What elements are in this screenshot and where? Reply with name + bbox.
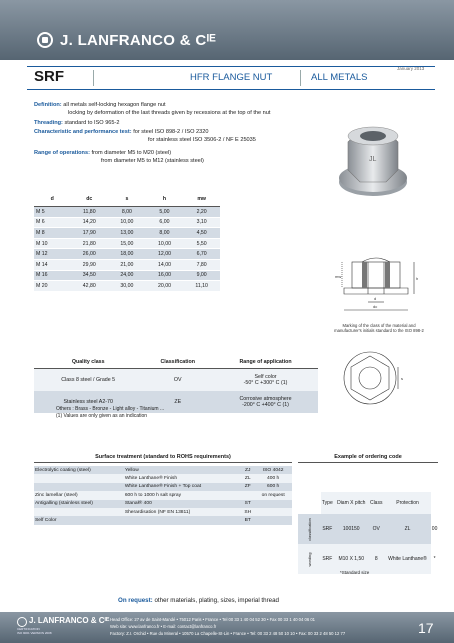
table-row	[34, 249, 220, 260]
cell: 00	[431, 514, 438, 544]
table-row	[34, 500, 292, 508]
cell	[213, 391, 318, 413]
range-label: Range of operations:	[34, 150, 90, 156]
side-text: classification	[306, 517, 312, 541]
ordering-note: *Standard size	[340, 570, 370, 575]
footer-website: Web site: www.lanfranco.fr • E-mail: contact@lanfranco.fr	[110, 624, 217, 629]
cell: 34,50	[71, 270, 109, 281]
svg-text:JL: JL	[369, 156, 377, 163]
definition-line-2: locking by deformation of the last threads given by recessions at the top of the nut	[68, 110, 271, 116]
cell	[241, 491, 254, 499]
quality-note-others: Others : Brass - Bronze - Light alloy - Titanium ...	[56, 406, 165, 412]
cell: White Lanthane®	[384, 544, 431, 574]
cell	[34, 474, 124, 482]
cell: Yellow	[124, 466, 241, 474]
cell: Sherardisation (NF EN 13811)	[124, 508, 241, 516]
cell: M 20	[34, 281, 71, 292]
cell: 4,50	[183, 228, 220, 239]
cell: 6,70	[183, 249, 220, 260]
cell: 3,10	[183, 217, 220, 228]
table-row	[34, 491, 292, 499]
cell: Zinc lamellar (steel)	[34, 491, 124, 499]
row-side-label	[298, 514, 321, 544]
cell: 10,00	[146, 238, 184, 249]
page-number: 17	[418, 620, 434, 636]
footer-factory: Factory: Z.I. Orchid • Rue du Mineral • 10570 La Chapelle-St-Lin • France • Tel: 00 33 2 48 50 10 10 • Fax: 00 33 2 48 50 12 77	[110, 631, 346, 636]
label-mw: mw	[335, 274, 342, 279]
cell	[34, 508, 124, 516]
table-row	[34, 217, 220, 228]
ordering-header-diam: Diam X pitch	[334, 492, 369, 514]
cell: ZL	[384, 514, 431, 544]
ordering-header-blank	[298, 492, 321, 514]
ordering-header-extra	[431, 492, 438, 514]
product-code: SRF	[34, 68, 64, 85]
cell: Antigalling (stainless steel)	[34, 500, 124, 508]
characteristic-line	[34, 128, 208, 136]
cell: 30,00	[108, 281, 146, 292]
cell: 5,50	[183, 238, 220, 249]
range-line-2: from diameter M5 to M12 (stainless steel)	[101, 158, 204, 164]
cell: 14,00	[146, 259, 184, 270]
cell: on request	[254, 491, 292, 499]
cell: *	[431, 544, 438, 574]
table-row	[34, 238, 220, 249]
cell: OV	[369, 514, 384, 544]
quality-table	[34, 355, 318, 413]
cell: Stainless steel A2-70	[34, 391, 142, 413]
table-row	[34, 270, 220, 281]
ordering-title: Example of ordering code	[298, 454, 438, 463]
surface-table	[34, 466, 292, 525]
table-row	[34, 474, 292, 482]
row-side-label	[298, 544, 321, 574]
label-s: s	[401, 376, 403, 381]
range-line	[34, 149, 171, 157]
definition-label: Definition:	[34, 102, 62, 108]
product-name: HFR FLANGE NUT	[190, 72, 273, 83]
cell: M 8	[34, 228, 71, 239]
cell: OV	[142, 369, 213, 392]
divider	[93, 70, 94, 86]
dim-header-d: d	[34, 192, 71, 207]
footer-certification	[17, 628, 97, 636]
cell-line: -50° C +300° C (1)	[243, 380, 288, 386]
cell: ST	[241, 500, 254, 508]
quality-note-indication: (1) Values are only given as an indication	[56, 413, 148, 419]
dimensions-table	[34, 192, 220, 292]
dim-header-dc: dc	[71, 192, 109, 207]
table-row	[34, 281, 220, 292]
label-d: d	[374, 296, 377, 301]
cell-line: Self color	[254, 374, 277, 380]
cell	[254, 508, 292, 516]
footer-logo-icon	[17, 617, 27, 627]
label-dc: dc	[373, 304, 378, 309]
cell: 5,00	[146, 207, 184, 218]
cell: 2,20	[183, 207, 220, 218]
ordering-header-class: Class	[369, 492, 384, 514]
table-row	[34, 369, 318, 392]
cell: 21,80	[71, 238, 109, 249]
threading-label: Threading:	[34, 120, 63, 126]
characteristic-label: Characteristic and performance test:	[34, 129, 132, 135]
cell	[254, 500, 292, 508]
cell	[124, 516, 241, 524]
surface-title: Surface treatment (standard to ROHS requirements)	[34, 454, 292, 463]
cell: M 10	[34, 238, 71, 249]
definition-line	[34, 101, 166, 109]
dim-header-s: s	[108, 192, 146, 207]
table-row	[34, 483, 292, 491]
technical-drawing-side	[334, 248, 422, 320]
cell: Stanal® 400	[124, 500, 241, 508]
cell-line: Corrosive atmosphere	[239, 396, 292, 402]
cell: BT	[241, 516, 254, 524]
technical-drawing-top	[336, 348, 412, 408]
ordering-header-type: Type	[321, 492, 334, 514]
cell: M 5	[34, 207, 71, 218]
cell: ZE	[142, 391, 213, 413]
cell	[213, 369, 318, 392]
document-date: January 2013	[397, 66, 425, 71]
label-h: h	[416, 276, 419, 281]
cell: White Lanthane® Finish + Top coat	[124, 483, 241, 491]
cell: Electrolytic coating (steel)	[34, 466, 124, 474]
cell: 14,20	[71, 217, 109, 228]
cell: M 16	[34, 270, 71, 281]
cell: 17,90	[71, 228, 109, 239]
quality-header-class: Quality class	[34, 355, 142, 369]
company-name: J. LANFRANCO & Cᴵᴱ	[60, 32, 217, 49]
marking-note: Marking of the class of the material and manufacturer's initials standard to the ISO 898-2	[334, 323, 424, 334]
cert-line: CERTIFICATION	[17, 627, 40, 631]
cell: 8	[369, 544, 384, 574]
ordering-header-protection: Protection	[384, 492, 431, 514]
cell: White Lanthane® Finish	[124, 474, 241, 482]
footer-company-name: J. LANFRANCO & Cᴵᴱ	[29, 616, 110, 625]
cert-line: ISO 9001 VERSION 2008	[17, 630, 52, 635]
cell: 24,00	[108, 270, 146, 281]
cell: 29,90	[71, 259, 109, 270]
cell: 18,00	[108, 249, 146, 260]
footer-head-office: Head Office: 27 av de Saint-Mandé • 75012 Paris • France • Tel 00 33 1 40 04 52 30 • Fax 00 33 1 40 04 06 01	[110, 617, 315, 622]
table-row	[34, 207, 220, 218]
cell: ZJ	[241, 466, 254, 474]
table-row	[34, 508, 292, 516]
cell: 15,00	[108, 238, 146, 249]
threading-line	[34, 119, 120, 127]
ordering-table	[298, 492, 438, 574]
cell: Self Color	[34, 516, 124, 524]
cell: 9,00	[183, 270, 220, 281]
cell: 10,00	[108, 217, 146, 228]
divider	[300, 70, 301, 86]
cell: SRF	[321, 514, 334, 544]
cell: M 12	[34, 249, 71, 260]
cell: 26,00	[71, 249, 109, 260]
cell: 8,00	[108, 207, 146, 218]
cell: 13,00	[108, 228, 146, 239]
cell: 100150	[334, 514, 369, 544]
cell: 600 h to 1000 h salt spray	[124, 491, 241, 499]
cell: 6,00	[146, 217, 184, 228]
cell	[34, 483, 124, 491]
cell: 8,00	[146, 228, 184, 239]
header-band	[0, 0, 454, 60]
cell: 12,00	[146, 249, 184, 260]
quality-notes	[56, 406, 164, 420]
table-row	[298, 514, 438, 544]
on-request-line	[118, 597, 279, 604]
range-text: from diameter M5 to M20 (steel)	[91, 150, 172, 156]
cell: 11,10	[183, 281, 220, 292]
quality-header-range: Range of application	[213, 355, 318, 369]
dim-header-mw: mw	[183, 192, 220, 207]
on-request-label: On request:	[118, 597, 153, 604]
cell: 400 h	[254, 474, 292, 482]
nut-photo-icon	[336, 112, 410, 204]
cell: ISO 4042	[254, 466, 292, 474]
product-category: ALL METALS	[311, 72, 368, 83]
cell: ZL	[241, 474, 254, 482]
cell-line: -200° C +400° C (1)	[242, 402, 289, 408]
cell: 16,00	[146, 270, 184, 281]
cell: 600 h	[254, 483, 292, 491]
cell: 42,80	[71, 281, 109, 292]
cell: Class 8 steel / Grade 5	[34, 369, 142, 392]
company-logo-icon	[37, 32, 53, 48]
table-row	[34, 228, 220, 239]
threading-text: standard to ISO 965-2	[64, 120, 120, 126]
characteristic-text: for steel ISO 898-2 / ISO 2320	[133, 129, 209, 135]
cell: ZF	[241, 483, 254, 491]
cell: M 6	[34, 217, 71, 228]
cell: 20,00	[146, 281, 184, 292]
dim-header-h: h	[146, 192, 184, 207]
cell: 7,80	[183, 259, 220, 270]
side-text: wording	[306, 552, 312, 567]
cell	[254, 516, 292, 524]
cell: M 14	[34, 259, 71, 270]
cell: M10 X 1,50	[334, 544, 369, 574]
table-row	[34, 259, 220, 270]
table-row	[34, 466, 292, 474]
cell: SH	[241, 508, 254, 516]
table-row	[34, 516, 292, 524]
cell: 21,00	[108, 259, 146, 270]
cell: 11,80	[71, 207, 109, 218]
definition-text: all metals self-locking hexagon flange nut	[63, 102, 166, 108]
on-request-text: other materials, plating, sizes, imperial thread	[154, 597, 279, 604]
characteristic-line-2: for stainless steel ISO 3506-2 / NF E 25035	[148, 137, 256, 143]
quality-header-classification: Classification	[142, 355, 213, 369]
cell: SRF	[321, 544, 334, 574]
